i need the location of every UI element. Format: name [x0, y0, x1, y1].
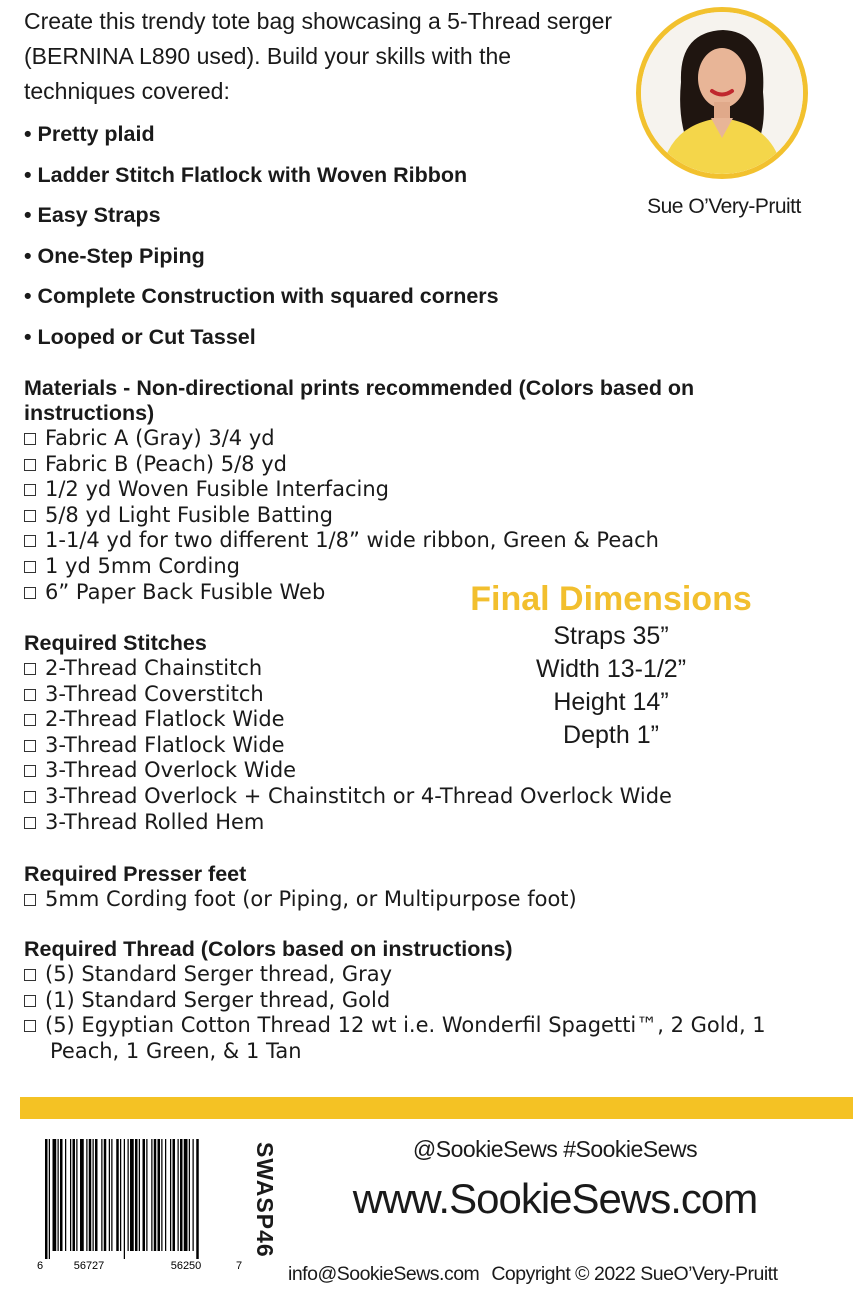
barcode-bar [120, 1139, 121, 1251]
checkbox-icon [24, 817, 36, 829]
thread-item: (5) Egyptian Cotton Thread 12 wt i.e. Wonderfil Spagetti™, 2 Gold, 1 [24, 1013, 766, 1039]
dimension-depth: Depth 1” [563, 721, 659, 749]
thread-item-continued: Peach, 1 Green, & 1 Tan [50, 1038, 302, 1063]
presser-feet-list [24, 887, 577, 913]
materials-item: 6” Paper Back Fusible Web [24, 580, 659, 606]
barcode-bar [101, 1139, 102, 1251]
barcode-bar [70, 1139, 71, 1251]
barcode-bar [86, 1139, 87, 1251]
barcode-bar [93, 1139, 94, 1251]
checkbox-icon [24, 995, 36, 1007]
barcode-bar [128, 1139, 129, 1251]
checkbox-icon [24, 765, 36, 777]
barcode-bar [45, 1139, 48, 1259]
barcode-icon [37, 1139, 244, 1271]
barcode-digit-last: 7 [236, 1260, 243, 1271]
barcode-digits-right: 56250 [170, 1260, 202, 1271]
materials-title: Materials - Non-directional prints recommended (Colors based on instructions) [24, 376, 695, 425]
intro-text: Create this trendy tote bag showcasing a 5-Thread serger (BERNINA L890 used). Build your skills with the techniques covered: [24, 8, 613, 104]
thread-item: (5) Standard Serger thread, Gray [24, 962, 766, 988]
barcode-bar [76, 1139, 77, 1251]
presser-feet-title: Required Presser feet [24, 862, 247, 886]
technique-item: • Easy Straps [24, 203, 161, 227]
stitch-item: 3-Thread Coverstitch [24, 682, 672, 708]
designer-photo [636, 7, 808, 179]
checkbox-icon [24, 535, 36, 547]
barcode-bar [104, 1139, 107, 1251]
technique-item: • Pretty plaid [24, 122, 155, 146]
stitch-item: 3-Thread Rolled Hem [24, 810, 672, 836]
checkbox-icon [24, 894, 36, 906]
materials-item: Fabric A (Gray) 3/4 yd [24, 426, 659, 452]
stitch-item: 2-Thread Flatlock Wide [24, 707, 672, 733]
barcode-bar [124, 1139, 125, 1259]
stitch-item: 2-Thread Chainstitch [24, 656, 672, 682]
thread-title: Required Thread (Colors based on instructions) [24, 937, 513, 961]
checkbox-icon [24, 484, 36, 496]
stitches-list [24, 656, 672, 835]
dimension-straps: Straps 35” [553, 622, 669, 650]
barcode-bar [161, 1139, 162, 1251]
technique-item: • One-Step Piping [24, 243, 205, 268]
stitch-item: 3-Thread Flatlock Wide [24, 733, 672, 759]
barcode-bar [173, 1139, 176, 1251]
barcode-bar [180, 1139, 183, 1251]
checkbox-icon [24, 714, 36, 726]
materials-item: Fabric B (Peach) 5/8 yd [24, 452, 659, 478]
thread-list [24, 962, 766, 1064]
stitch-item: 3-Thread Overlock Wide [24, 758, 672, 784]
barcode-bar [109, 1139, 110, 1251]
designer-name: Sue O’Very-Pruitt [647, 195, 801, 218]
thread-item: (1) Standard Serger thread, Gold [24, 988, 766, 1014]
barcode-bar [80, 1139, 84, 1251]
dimension-height: Height 14” [553, 688, 669, 716]
barcode-bar [53, 1139, 57, 1251]
divider-bar [20, 1097, 853, 1119]
barcode-bar [58, 1139, 59, 1251]
checkbox-icon [24, 663, 36, 675]
technique-item: • Complete Construction with squared corners [24, 284, 499, 308]
barcode-digit-first: 6 [37, 1260, 44, 1271]
presser-foot-item: 5mm Cording foot (or Piping, or Multipurpose foot) [24, 887, 577, 913]
checkbox-icon [24, 459, 36, 471]
barcode-bar [89, 1139, 92, 1251]
barcode-bar [178, 1139, 179, 1251]
barcode-digits-left: 56727 [73, 1260, 105, 1271]
checkbox-icon [24, 740, 36, 752]
techniques-list [24, 116, 624, 359]
dimension-width: Width 13-1/2” [535, 655, 687, 683]
barcode-bar [189, 1139, 190, 1251]
barcode-bar [143, 1139, 146, 1251]
barcode-bar [151, 1139, 152, 1251]
barcode-bar [65, 1139, 66, 1251]
checkbox-icon [24, 587, 36, 599]
website-link[interactable]: www.SookieSews.com [352, 1175, 758, 1222]
materials-item: 5/8 yd Light Fusible Batting [24, 503, 659, 529]
barcode-bar [73, 1139, 76, 1251]
barcode-bar [49, 1139, 50, 1259]
footer-contact [288, 1263, 858, 1286]
barcode-bar [116, 1139, 119, 1251]
checkbox-icon [24, 969, 36, 981]
barcode-bar [170, 1139, 171, 1251]
barcode-bar [184, 1139, 188, 1251]
social-handles: @SookieSews #SookieSews [412, 1136, 698, 1162]
technique-item: • Ladder Stitch Flatlock with Woven Ribbon [24, 162, 468, 187]
email-link[interactable]: info@SookieSews.com [288, 1263, 480, 1285]
barcode-bar [158, 1139, 161, 1251]
checkbox-icon [24, 510, 36, 522]
sku-code: SWASP46 [252, 1142, 278, 1258]
stitch-item: 3-Thread Overlock + Chainstitch or 4-Thread Overlock Wide [24, 784, 672, 810]
barcode-bar [139, 1139, 140, 1251]
barcode-bar [165, 1139, 166, 1251]
checkbox-icon [24, 561, 36, 573]
final-dimensions-title: Final Dimensions [470, 580, 752, 618]
stitches-title: Required Stitches [24, 631, 207, 655]
designer-portrait-icon [641, 12, 803, 174]
barcode-bar [130, 1139, 134, 1251]
checkbox-icon [24, 791, 36, 803]
materials-item: 1-1/4 yd for two different 1/8” wide ribbon, Green & Peach [24, 528, 659, 554]
materials-item: 1/2 yd Woven Fusible Interfacing [24, 477, 659, 503]
barcode-bar [154, 1139, 157, 1251]
barcode-bar [135, 1139, 138, 1251]
barcode-bar [193, 1139, 194, 1251]
technique-item: • Looped or Cut Tassel [24, 324, 256, 349]
barcode-bar [111, 1139, 112, 1251]
materials-item: 1 yd 5mm Cording [24, 554, 659, 580]
barcode-bar [60, 1139, 63, 1251]
barcode-bar [196, 1139, 199, 1259]
barcode-bar [146, 1139, 147, 1251]
checkbox-icon [24, 689, 36, 701]
copyright-text: Copyright © 2022 SueO’Very-Pruitt [491, 1263, 778, 1285]
checkbox-icon [24, 1020, 36, 1032]
barcode-bar [95, 1139, 98, 1251]
checkbox-icon [24, 433, 36, 445]
